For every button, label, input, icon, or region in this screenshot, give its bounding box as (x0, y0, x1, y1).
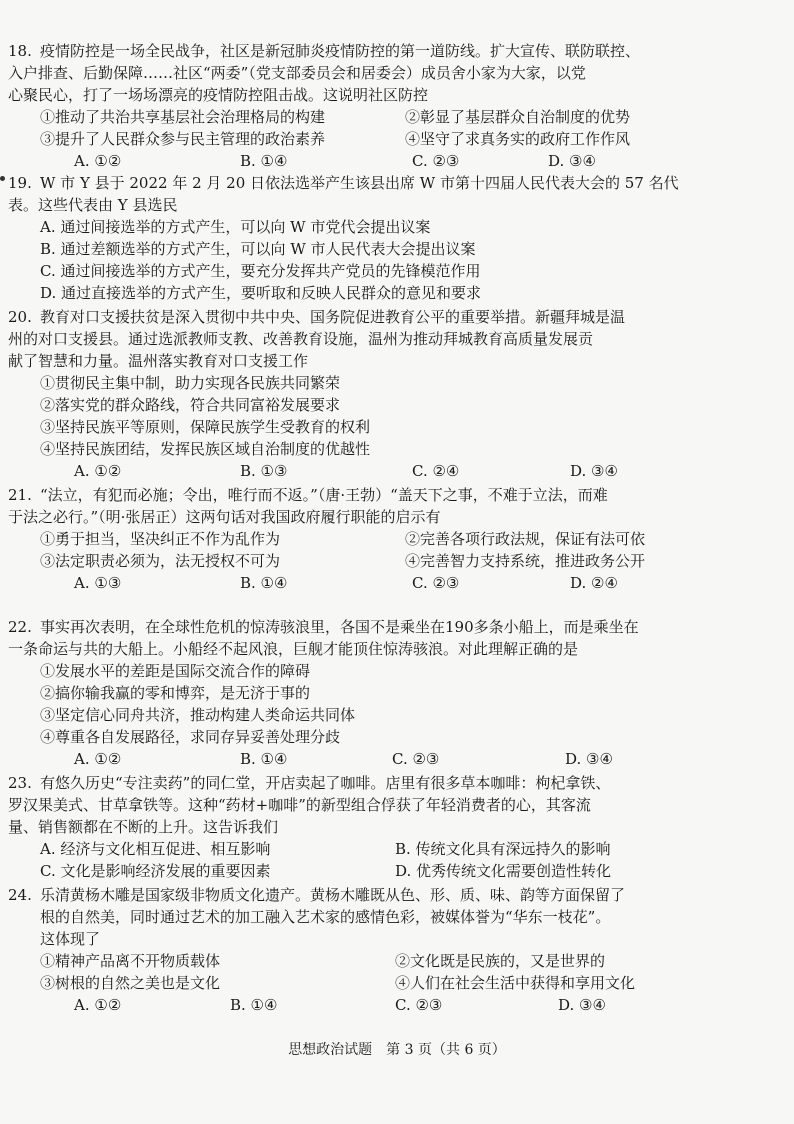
choice-b[interactable]: B. ①④ (240, 750, 288, 768)
answer-choices (40, 748, 780, 770)
answer-choices (40, 150, 780, 172)
answer-choices (40, 460, 780, 482)
statement-3: ③坚持民族平等原则，保障民族学生受教育的权利 (40, 418, 371, 436)
statement-3: ③坚定信心同舟共济，推动构建人类命运共同体 (40, 706, 356, 724)
choice-c[interactable]: C. ②③ (412, 574, 460, 592)
statement-4: ④完善智力支持系统，推进政务公开 (405, 552, 646, 570)
question-stem-line: 事实再次表明，在全球性危机的惊涛骇浪里，各国不是乘坐在190多条小船上，而是乘坐在 (40, 618, 639, 636)
choice-b[interactable]: B. ①③ (240, 462, 288, 480)
option-d[interactable]: D. 优秀传统文化需要创造性转化 (395, 862, 612, 880)
question-number: 22. (8, 618, 32, 636)
statement-4: ④坚守了求真务实的政府工作作风 (405, 130, 631, 148)
choice-c[interactable]: C. ②③ (395, 996, 443, 1014)
choice-d[interactable]: D. ③④ (570, 462, 618, 480)
statement-4: ④坚持民族团结，发挥民族区域自治制度的优越性 (40, 440, 371, 458)
statement-2: ②完善各项行政法规，保证有法可依 (405, 530, 646, 548)
question-stem-line: 州的对口支援县。通过选派教师支教、改善教育设施，温州为推动拜城教育高质量发展贡 (8, 330, 594, 348)
choice-d[interactable]: D. ③④ (558, 996, 606, 1014)
option-b[interactable]: B. 传统文化具有深远持久的影响 (395, 840, 611, 858)
page-footer: 思想政治试题 第 3 页（共 6 页） (288, 1042, 506, 1058)
question-stem-line: 教育对口支援扶贫是深入贯彻中共中央、国务院促进教育公平的重要举措。新疆拜城是温 (40, 308, 626, 326)
question-number: 21. (8, 486, 32, 504)
choice-b[interactable]: B. ①④ (230, 996, 278, 1014)
statement-2: ②文化既是民族的，又是世界的 (395, 952, 606, 970)
statement-1: ①勇于担当，坚决纠正不作为乱作为 (40, 530, 281, 548)
question-stem-line: 这体现了 (40, 930, 101, 948)
choice-b[interactable]: B. ①④ (240, 574, 288, 592)
statement-1: ①发展水平的差距是国际交流合作的障碍 (40, 662, 311, 680)
statement-1: ①贯彻民主集中制，助力实现各民族共同繁荣 (40, 374, 341, 392)
statement-2: ②彰显了基层群众自治制度的优势 (405, 108, 631, 126)
question-stem-line: 罗汉果美式、甘草拿铁等。这种“药材+咖啡”的新型组合俘获了年轻消费者的心，其客流 (8, 796, 591, 814)
choice-a[interactable]: A. ①② (74, 750, 122, 768)
option-b[interactable]: B. 通过差额选举的方式产生，可以向 W 市人民代表大会提出议案 (40, 240, 476, 258)
choice-a[interactable]: A. ①② (74, 996, 122, 1014)
question-stem-line: “法立，有犯而必施；令出，唯行而不返。”（唐·王勃）“盖天下之事，不难于立法，而难 (40, 486, 608, 504)
question-stem-line: 于法之必行。”（明·张居正）这两句话对我国政府履行职能的启示有 (8, 508, 441, 526)
statement-2: ②搞你输我赢的零和博弈，是无济于事的 (40, 684, 311, 702)
question-number: 20. (8, 308, 32, 326)
question-number: 24. (8, 886, 32, 904)
question-stem-line: 表。这些代表由 Y 县选民 (8, 196, 178, 214)
answer-choices (40, 994, 780, 1016)
statement-2: ②落实党的群众路线，符合共同富裕发展要求 (40, 396, 341, 414)
statement-3: ③树根的自然之美也是文化 (40, 974, 221, 992)
choice-c[interactable]: C. ②④ (412, 462, 460, 480)
question-stem-line: 乐清黄杨木雕是国家级非物质文化遗产。黄杨木雕既从色、形、质、味、韵等方面保留了 (40, 886, 626, 904)
statement-4: ④尊重各自发展路径，求同存异妥善处理分歧 (40, 728, 341, 746)
option-c[interactable]: C. 通过间接选举的方式产生，要充分发挥共产党员的先锋模范作用 (40, 262, 481, 280)
answer-choices (40, 572, 780, 594)
option-c[interactable]: C. 文化是影响经济发展的重要因素 (40, 862, 271, 880)
choice-a[interactable]: A. ①② (74, 152, 122, 170)
question-stem-line: 量、销售额都在不断的上升。这告诉我们 (8, 818, 279, 836)
question-stem-line: 入户排查、后勤保障……社区“两委”（党支部委员会和居委会）成员舍小家为大家，以党 (8, 64, 586, 82)
question-stem-line: 献了智慧和力量。温州落实教育对口支援工作 (8, 352, 309, 370)
choice-c[interactable]: C. ②③ (392, 750, 440, 768)
choice-c[interactable]: C. ②③ (412, 152, 460, 170)
question-number: 19. (8, 174, 32, 192)
question-number: 23. (8, 774, 32, 792)
question-stem-line: 有悠久历史“专注卖药”的同仁堂，开店卖起了咖啡。店里有很多草本咖啡：枸杞拿铁、 (40, 774, 611, 792)
choice-d[interactable]: D. ③④ (565, 750, 613, 768)
choice-a[interactable]: A. ①② (74, 462, 122, 480)
choice-a[interactable]: A. ①③ (74, 574, 122, 592)
choice-d[interactable]: D. ②④ (570, 574, 618, 592)
margin-mark (0, 176, 5, 181)
option-d[interactable]: D. 通过直接选举的方式产生，要听取和反映人民群众的意见和要求 (40, 284, 482, 302)
statement-3: ③提升了人民群众参与民主管理的政治素养 (40, 130, 326, 148)
question-stem-line: W 市 Y 县于 2022 年 2 月 20 日依法选举产生该县出席 W 市第十四届人民代表大会的 57 名代 (40, 174, 679, 192)
statement-1: ①推动了共治共享基层社会治理格局的构建 (40, 108, 326, 126)
question-stem-line: 疫情防控是一场全民战争，社区是新冠肺炎疫情防控的第一道防线。扩大宣传、联防联控、 (40, 42, 641, 60)
option-a[interactable]: A. 通过间接选举的方式产生，可以向 W 市党代会提出议案 (40, 218, 431, 236)
question-stem-line: 心聚民心，打了一场场漂亮的疫情防控阻击战。这说明社区防控 (8, 86, 429, 104)
question-number: 18. (8, 42, 32, 60)
statement-3: ③法定职责必须为，法无授权不可为 (40, 552, 281, 570)
choice-b[interactable]: B. ①④ (240, 152, 288, 170)
statement-1: ①精神产品离不开物质载体 (40, 952, 221, 970)
choice-d[interactable]: D. ③④ (548, 152, 596, 170)
question-stem-line: 根的自然美，同时通过艺术的加工融入艺术家的感情色彩，被媒体誉为“华东一枝花”。 (40, 908, 611, 926)
statement-4: ④人们在社会生活中获得和享用文化 (395, 974, 636, 992)
option-a[interactable]: A. 经济与文化相互促进、相互影响 (40, 840, 271, 858)
question-stem-line: 一条命运与共的大船上。小船经不起风浪，巨舰才能顶住惊涛骇浪。对此理解正确的是 (8, 640, 579, 658)
